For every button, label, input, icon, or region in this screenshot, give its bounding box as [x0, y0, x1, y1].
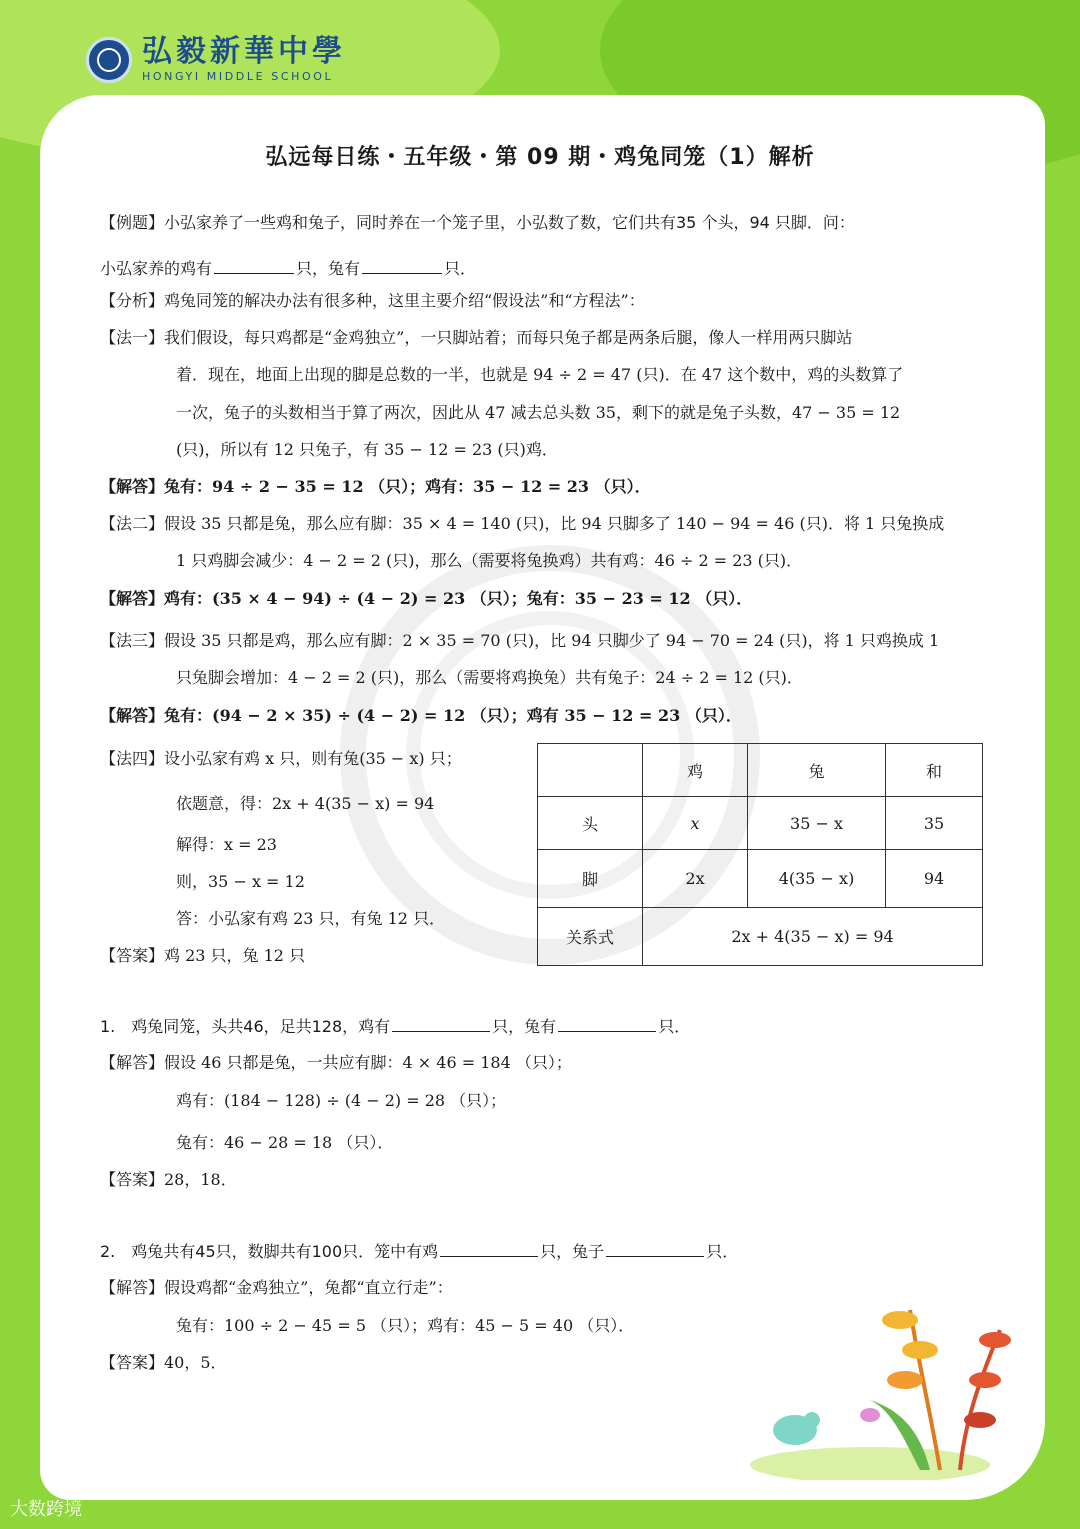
table-cell: 头	[538, 797, 643, 850]
method2-line: 【法二】假设 35 只都是兔，那么应有脚：35 × 4 = 140 (只)，比 94 只脚多了 140 − 94 = 46 (只)．将 1 只兔换成	[100, 514, 945, 533]
method4-line: 解得：x = 23	[176, 835, 277, 854]
analysis-line: 【分析】鸡兔同笼的解决办法有很多种，这里主要介绍“假设法”和“方程法”：	[100, 291, 645, 310]
school-header	[86, 36, 346, 83]
example-question: 小弘家养的鸡有 只，兔有 只．	[100, 255, 476, 279]
table-cell: 94	[886, 850, 983, 908]
method3-line: 只兔脚会增加：4 − 2 = 2 (只)，那么（需要将鸡换兔）共有兔子：24 ÷ 2 = 12 (只)．	[176, 668, 803, 687]
table-row	[538, 797, 983, 850]
method4-line: 则，35 − x = 12	[176, 872, 305, 891]
method4-line: 依题意，得：2x + 4(35 − x) = 94	[176, 794, 435, 813]
table-cell: 兔	[748, 744, 886, 797]
table-cell: 2x	[643, 850, 748, 908]
method3-line: 【法三】假设 35 只都是鸡，那么应有脚：2 × 35 = 70 (只)，比 94 只脚少了 94 − 70 = 24 (只)，将 1 只鸡换成 1	[100, 631, 940, 650]
question-1: 1. 鸡兔同笼，头共46，足共128，鸡有 只，兔有 只．	[100, 1013, 690, 1037]
q2-solution-line: 兔有：100 ÷ 2 − 45 = 5 （只）；鸡有：45 − 5 = 40 （只）．	[176, 1316, 635, 1335]
example-line: 【例题】小弘家养了一些鸡和兔子，同时养在一个笼子里，小弘数了数，它们共有35 个头，94 只脚．问：	[100, 213, 855, 232]
table-cell: 和	[886, 744, 983, 797]
method1-line: 【法一】我们假设，每只鸡都是“金鸡独立”，一只脚站着；而每只兔子都是两条后腿，像人一样用两只脚站	[100, 328, 853, 347]
method4-line: 【法四】设小弘家有鸡 x 只，则有兔(35 − x) 只；	[100, 749, 462, 768]
table-row	[538, 850, 983, 908]
plant-and-birds-illustration	[750, 1280, 1050, 1480]
q1-solution-line: 鸡有：(184 − 128) ÷ (4 − 2) = 28 （只）；	[176, 1091, 507, 1110]
table-cell: 脚	[538, 850, 643, 908]
school-name-en: HONGYI MIDDLE SCHOOL	[142, 70, 334, 83]
method2-answer: 【解答】鸡有：(35 × 4 − 94) ÷ (4 − 2) = 23 （只）；兔有：35 − 23 = 12 （只）．	[100, 589, 753, 608]
method3-answer: 【解答】兔有：(94 − 2 × 35) ÷ (4 − 2) = 12 （只）；鸡有 35 − 12 = 23 （只）．	[100, 706, 742, 725]
answer-blank[interactable]	[362, 255, 442, 274]
school-logo-icon	[86, 37, 132, 83]
q1-solution-line: 【解答】假设 46 只都是兔，一共应有脚：4 × 46 = 184 （只）；	[100, 1053, 572, 1072]
q1-answer: 【答案】28，18．	[100, 1170, 237, 1189]
method2-line: 1 只鸡脚会减少：4 − 2 = 2 (只)，那么（需要将兔换鸡）共有鸡：46 ÷ 2 = 23 (只)．	[176, 551, 803, 570]
method1-line: (只)，所以有 12 只兔子，有 35 − 12 = 23 (只)鸡．	[176, 440, 558, 459]
method1-line: 着．现在，地面上出现的脚是总数的一半，也就是 94 ÷ 2 = 47 (只)．在 47 这个数中，鸡的头数算了	[176, 365, 904, 384]
table-cell: 鸡	[643, 744, 748, 797]
table-cell: 35 − x	[748, 797, 886, 850]
table-cell: 关系式	[538, 908, 643, 966]
answer-blank[interactable]	[214, 255, 294, 274]
method4-line: 答：小弘家有鸡 23 只，有兔 12 只．	[176, 909, 446, 928]
q2-answer: 【答案】40，5．	[100, 1353, 227, 1372]
q1-solution-line: 兔有：46 − 28 = 18 （只）．	[176, 1133, 394, 1152]
method1-line: 一次，兔子的头数相当于算了两次，因此从 47 减去总头数 35，剩下的就是兔子头数，47 − 35 = 12	[176, 403, 901, 422]
page-title: 弘远每日练・五年级・第 09 期・鸡兔同笼（1）解析	[265, 145, 815, 170]
q2-solution-line: 【解答】假设鸡都“金鸡独立”，兔都“直立行走”：	[100, 1278, 453, 1297]
table-cell: 4(35 − x)	[748, 850, 886, 908]
table-cell: x	[643, 797, 748, 850]
school-name-cn: 弘毅新華中學	[142, 34, 346, 69]
method4-answer: 【答案】鸡 23 只，兔 12 只	[100, 946, 306, 965]
equation-table	[537, 743, 983, 966]
table-cell: 2x + 4(35 − x) = 94	[643, 908, 983, 966]
footer-watermark: 大数跨境	[10, 1499, 82, 1520]
table-cell: 35	[886, 797, 983, 850]
answer-blank[interactable]	[558, 1013, 656, 1032]
table-row	[538, 744, 983, 797]
method1-answer: 【解答】兔有：94 ÷ 2 − 35 = 12 （只）；鸡有：35 − 12 = 23 （只）．	[100, 477, 651, 496]
table-row	[538, 908, 983, 966]
table-cell	[538, 744, 643, 797]
answer-blank[interactable]	[392, 1013, 490, 1032]
question-2: 2. 鸡兔共有45只，数脚共有100只．笼中有鸡 只，兔子 只．	[100, 1238, 738, 1262]
answer-blank[interactable]	[606, 1238, 704, 1257]
answer-blank[interactable]	[440, 1238, 538, 1257]
